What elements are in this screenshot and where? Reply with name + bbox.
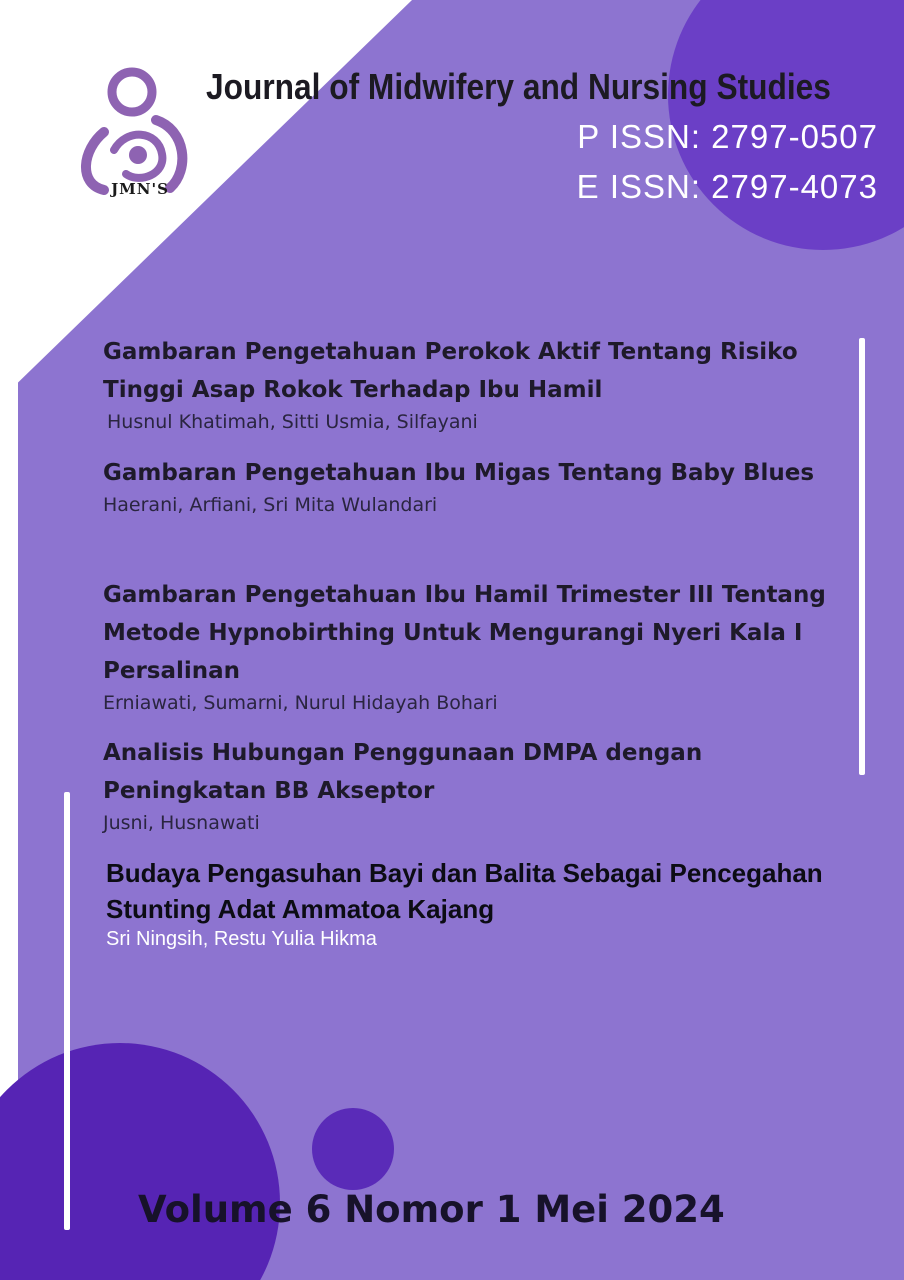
article-entry: [103, 454, 843, 518]
issue-volume: Volume 6 Nomor 1 Mei 2024: [138, 1188, 725, 1231]
article-entry: [103, 333, 843, 435]
decorative-circle-small: [312, 1108, 394, 1190]
article-authors: Haerani, Arfiani, Sri Mita Wulandari: [103, 494, 438, 516]
article-title: Budaya Pengasuhan Bayi dan Balita Sebagai Pencegahan Stunting Adat Ammatoa Kajang: [106, 858, 823, 924]
article-entry: [103, 734, 843, 836]
article-title: Gambaran Pengetahuan Perokok Aktif Tentang Risiko Tinggi Asap Rokok Terhadap Ibu Hamil: [103, 339, 798, 403]
article-title: Gambaran Pengetahuan Ibu Migas Tentang Baby Blues: [103, 460, 815, 486]
journal-title: Journal of Midwifery and Nursing Studies: [206, 66, 831, 107]
article-authors: Erniawati, Sumarni, Nurul Hidayah Bohari: [103, 692, 498, 714]
p-issn: P ISSN: 2797-0507: [577, 118, 878, 155]
logo-wordmark: JMN'S: [111, 180, 169, 198]
e-issn: E ISSN: 2797-4073: [576, 168, 878, 205]
article-entry: [103, 576, 843, 716]
article-title: Gambaran Pengetahuan Ibu Hamil Trimester III Tentang Metode Hypnobirthing Untuk Mengurangi Nyeri Kala I Persalinan: [103, 582, 826, 684]
decorative-circle-bottom: [0, 1043, 280, 1280]
white-bar-right: [859, 338, 865, 775]
article-title: Analisis Hubungan Penggunaan DMPA dengan Peningkatan BB Akseptor: [103, 740, 703, 804]
article-authors: Husnul Khatimah, Sitti Usmia, Silfayani: [107, 411, 478, 433]
white-bar-left: [64, 792, 70, 1230]
article-entry: [106, 855, 866, 951]
article-authors: Sri Ningsih, Restu Yulia Hikma: [106, 928, 377, 950]
mother-child-logo-icon: [74, 58, 194, 198]
article-authors: Jusni, Husnawati: [103, 812, 260, 834]
